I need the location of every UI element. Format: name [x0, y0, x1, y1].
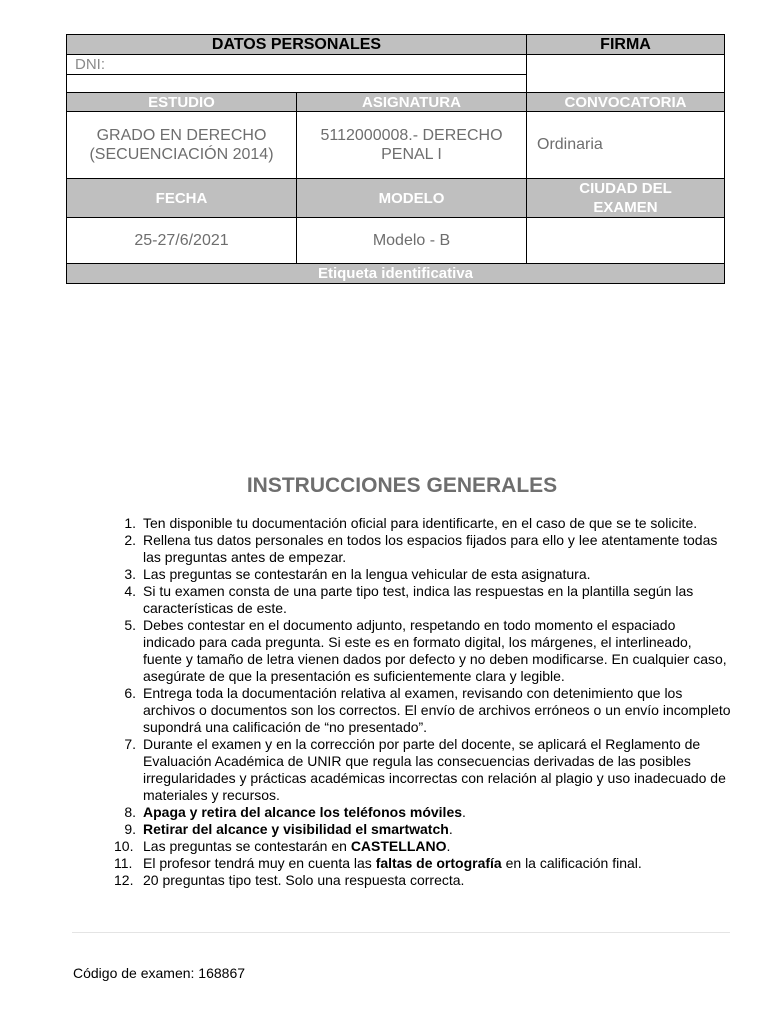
ciudad-header [527, 179, 725, 218]
instruction-number: 6. [124, 685, 136, 701]
instruction-text: 20 preguntas tipo test. Solo una respuesta correcta. [143, 872, 465, 888]
instruction-number: 5. [124, 617, 136, 633]
instruction-item [116, 872, 731, 889]
instruction-item [116, 532, 731, 566]
instruction-number: 4. [124, 583, 136, 599]
fecha-value: 25-27/6/2021 [67, 218, 297, 264]
instruction-number: 1. [124, 515, 136, 531]
estudio-header: ESTUDIO [67, 93, 297, 112]
instruction-number: 11. [114, 855, 133, 871]
instruction-text: Entrega toda la documentación relativa al examen, revisando con detenimiento que los archivos o documentos son los correctos. El envío de archivos erróneos o un envío incompleto supondrá una calificación de “no presentado”. [143, 685, 731, 735]
firma-header: FIRMA [527, 35, 725, 55]
instruction-item [116, 855, 731, 872]
instruction-number: 7. [124, 736, 136, 752]
instruction-item [116, 685, 731, 736]
instruction-text: . [448, 821, 453, 837]
exam-code: Código de examen: 168867 [73, 965, 246, 981]
instruction-bold-text: CASTELLANO [350, 838, 447, 854]
instruction-number: 12. [114, 872, 134, 888]
estudio-value [67, 112, 297, 179]
instruction-number: 10. [114, 838, 134, 854]
instruction-text: Rellena tus datos personales en todos los espacios fijados para ello y lee atentamente todas las preguntas antes de empezar. [143, 532, 718, 565]
instruction-number: 2. [124, 532, 136, 548]
instruction-item [116, 736, 731, 804]
instruction-item [116, 566, 731, 583]
estudio-line-1: GRADO EN DERECHO [96, 127, 267, 144]
asignatura-line-2: PENAL I [381, 146, 442, 163]
fecha-header: FECHA [67, 179, 297, 218]
asignatura-header: ASIGNATURA [297, 93, 527, 112]
modelo-value: Modelo - B [297, 218, 527, 264]
instruction-text: en la calificación final. [501, 855, 642, 871]
firma-field[interactable] [527, 55, 725, 93]
divider [72, 932, 730, 933]
ciudad-label-line-1: CIUDAD DEL [579, 180, 672, 197]
instruction-number: 9. [124, 821, 136, 837]
instruction-text: Debes contestar en el documento adjunto, respetando en todo momento el espaciado indicado para cada pregunta. Si este es en formato digital, los márgenes, el interlineado, fuente y tamaño de letra vienen dados por defecto y no deben modificarse. En cualquier caso, asegúrate de que la presentación es suficientemente clara y legible. [143, 617, 727, 684]
asignatura-line-1: 5112000008.- DERECHO [320, 127, 503, 144]
instruction-bold-text: Apaga y retira del alcance los teléfonos móviles [143, 804, 463, 820]
instruction-bold-text: faltas de ortografía [375, 855, 502, 871]
instruction-item [116, 821, 731, 838]
asignatura-value [297, 112, 527, 179]
instruction-bold-text: Retirar del alcance y visibilidad el smartwatch [143, 821, 449, 837]
ciudad-field[interactable] [527, 218, 725, 264]
dni-field[interactable] [67, 55, 527, 75]
instruction-text: . [462, 804, 466, 820]
instructions-list [116, 515, 731, 889]
convocatoria-value: Ordinaria [527, 112, 725, 179]
instruction-text: Las preguntas se contestarán en la lengua vehicular de esta asignatura. [143, 566, 591, 582]
dni-label: DNI: [75, 56, 105, 73]
etiqueta-identificativa: Etiqueta identificativa [67, 264, 725, 284]
instruction-item [116, 515, 731, 532]
instruction-text: Si tu examen consta de una parte tipo test, indica las respuestas en la plantilla según las características de este. [143, 583, 694, 616]
instruction-text: Las preguntas se contestarán en [143, 838, 351, 854]
ciudad-label-line-2: EXAMEN [593, 199, 658, 216]
datos-blank-field[interactable] [67, 75, 527, 93]
estudio-line-2: (SECUENCIACIÓN 2014) [89, 146, 274, 163]
instruction-item [116, 583, 731, 617]
instruction-item [116, 804, 731, 821]
instruction-item [116, 617, 731, 685]
convocatoria-header: CONVOCATORIA [527, 93, 725, 112]
instruction-number: 3. [124, 566, 136, 582]
instruction-text: El profesor tendrá muy en cuenta las [143, 855, 376, 871]
instruction-number: 8. [124, 804, 136, 820]
modelo-header: MODELO [297, 179, 527, 218]
exam-header-table [66, 34, 725, 284]
instruction-text: . [446, 838, 451, 854]
instruction-text: Ten disponible tu documentación oficial para identificarte, en el caso de que se te solicite. [143, 515, 698, 531]
instruction-item [116, 838, 731, 855]
datos-personales-header: DATOS PERSONALES [67, 35, 527, 55]
instructions-title: INSTRUCCIONES GENERALES [246, 474, 558, 497]
instruction-text: Durante el examen y en la corrección por parte del docente, se aplicará el Reglamento de Evaluación Académica de UNIR que regula las consecuencias derivadas de las posibles irregularidades y prácticas académicas incorrectas con relación al plagio y uso inadecuado de materiales y recursos. [143, 736, 726, 803]
